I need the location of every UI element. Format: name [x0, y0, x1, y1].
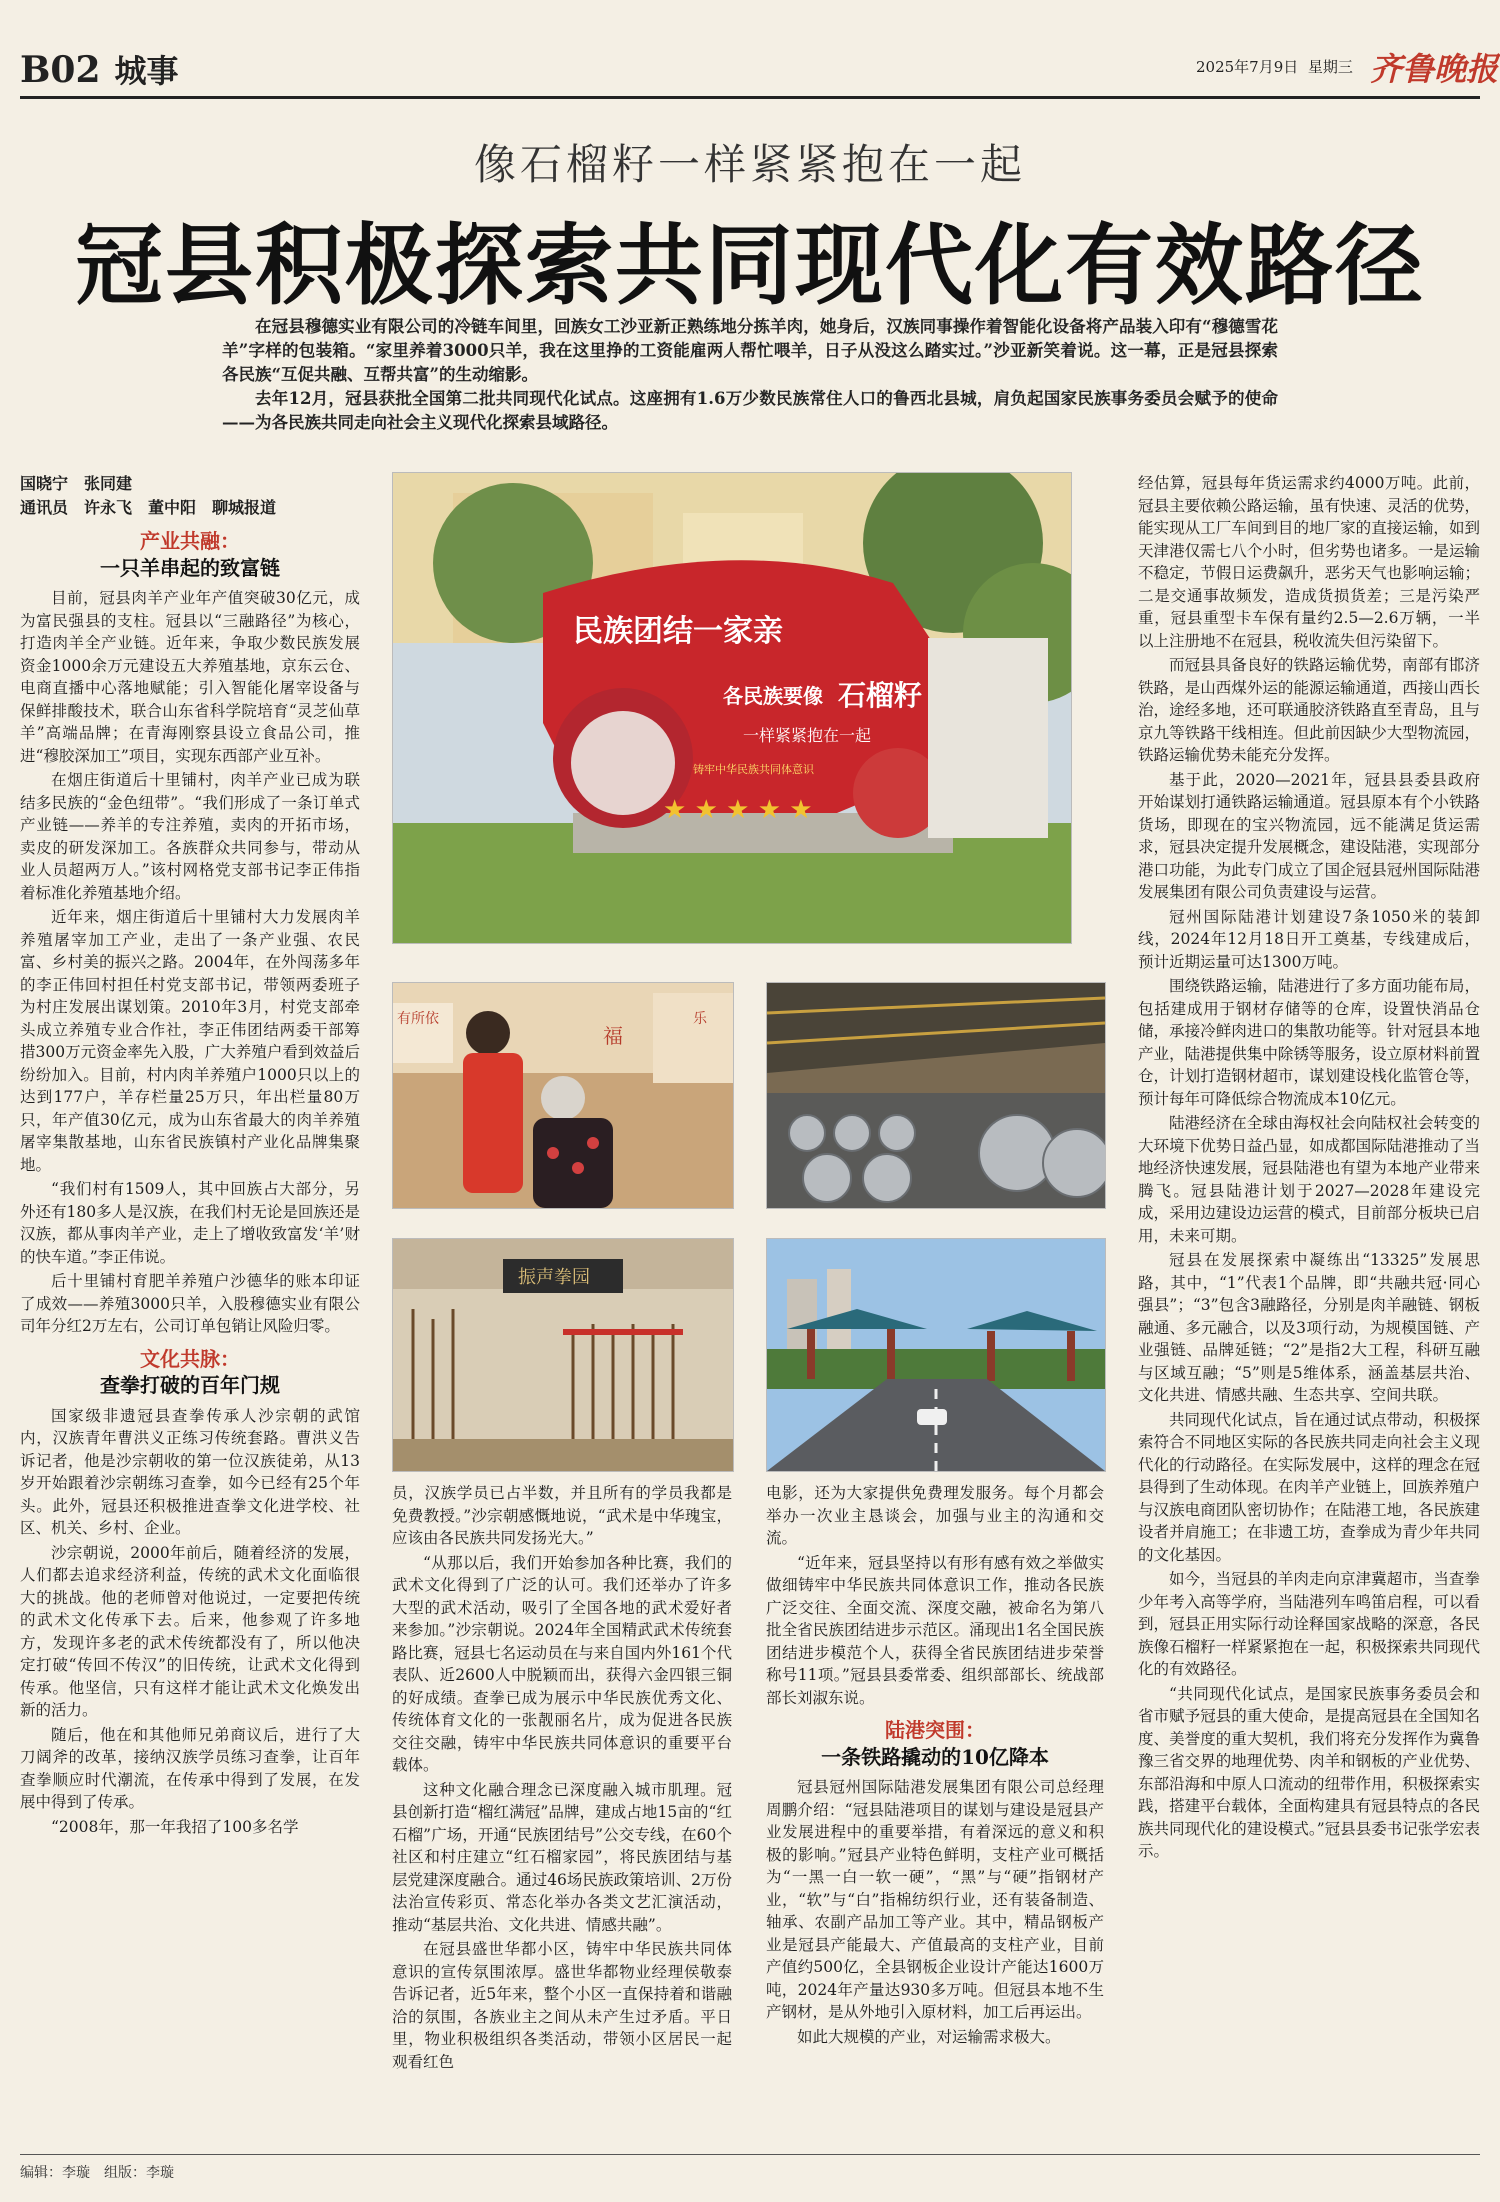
footer-editor-credit: 编辑：李璇 组版：李璇 [20, 2165, 174, 2181]
article-title: 冠县积极探索共同现代化有效路径 [74, 213, 1425, 317]
date-text: 2025年7月9日 [1196, 58, 1299, 76]
weekday-text: 星期三 [1307, 58, 1353, 76]
photo-steel-warehouse [766, 982, 1106, 1209]
body-paragraph: 员，汉族学员已占半数，并且所有的学员我都是免费教授。”沙宗朝感慨地说，“武术是中华瑰宝，应该由各民族共同发扬光大。” [392, 1484, 732, 1547]
body-paragraph: 在冠县盛世华都小区，铸牢中华民族共同体意识的宣传氛围浓厚。盛世华都物业经理侯敬泰告诉记者，近5年来，整个小区一直保持着和谐融洽的氛围，各族业主之间从未产生过矛盾。平日里，物业积极组织各类活动，带领小区居民一起观看红色 [392, 1940, 732, 2071]
sign-slogan-line3: 一样紧紧抱在一起 [743, 726, 872, 745]
byline [20, 472, 360, 520]
wall-text-right: 乐 [693, 1011, 707, 1027]
body-paragraph: 如今，当冠县的羊肉走向京津冀超市，当查拳少年考入高等学府，当陆港列车鸣笛启程，可以看到，冠县正用实际行动诠释国家战略的深意，各民族像石榴籽一样紧紧抱在一起，积极探索共同现代化的有效路径。 [1138, 1570, 1480, 1678]
sign-slogan-line2: 各民族要像 [723, 684, 823, 708]
body-paragraph: “共同现代化试点，是国家民族事务委员会和省市赋予冠县的重大使命，是提高冠县在全国知名度、美誉度的重大契机，我们将充分发挥作为冀鲁豫三省交界的地理优势、肉羊和钢板的产业优势、东部沿海和中原人口流动的纽带作用，积极探索实践，搭建平台载体，全面构建具有冠县特点的各民族共同现代化的建设模式。”冠县县委书记张学宏表示。 [1138, 1684, 1480, 1860]
sign-stars: ★ ★ ★ ★ ★ [663, 795, 813, 825]
photo-hall-illustration [393, 1239, 733, 1471]
body-paragraph: 冠县冠州国际陆港发展集团有限公司总经理周鹏介绍：“冠县陆港项目的谋划与建设是冠县产业发展进程中的重要举措，有着深远的意义和积极的影响。”冠县产业特色鲜明，支柱产业可概括为“一黑一白一软一硬”，“黑”与“硬”指钢材产业，“软”与“白”指棉纺织行业，还有装备制造、轴承、农副产品加工等产业。其中，精品钢板产业是冠县产能最大、产值最高的支柱产业，目前产值约500亿，全县钢板企业设计产能达1600万吨，2024年产量达930多万吨。但冠县本地不生产钢材，是从外地引入原材料，加工后再运出。 [766, 1778, 1104, 2021]
photo-volunteer-elderly [392, 982, 734, 1209]
section-subheading-industry: 一只羊串起的致富链 [100, 555, 280, 580]
article-subtitle: 像石榴籽一样紧紧抱在一起 [473, 140, 1026, 189]
body-paragraph: 国家级非遗冠县查拳传承人沙宗朝的武馆内，汉族青年曹洪义正练习传统套路。曹洪义告诉记者，他是沙宗朝收的第一位汉族徒弟，从13岁开始跟着沙宗朝练习查拳，如今已经有25个年头。此外，冠县还积极推进查拳文化进学校、社区、机关、乡村、企业。 [20, 1406, 360, 1537]
body-paragraph: 基于此，2020—2021年，冠县县委县政府开始谋划打通铁路运输通道。冠县原本有个小铁路货场，即现在的宝兴物流园，远不能满足货运需求，冠县决定提升发展概念，建设陆港，实现部分港口功能，为此专门成立了国企冠县冠州国际陆港发展集团有限公司负责建设与运营。 [1138, 770, 1480, 901]
hall-plaque-text: 振声拳园 [518, 1267, 590, 1288]
column-1 [20, 472, 360, 1840]
intro-paragraph: 在冠县穆德实业有限公司的冷链车间里，回族女工沙亚新正熟练地分拣羊肉，她身后，汉族同事操作着智能化设备将产品装入印有“穆德雪花羊”字样的包装箱。“家里养着3000只羊，我在这里挣的工资能雇两人帮忙喂羊，日子从没这么踏实过。”沙亚新笑着说。这一幕，正是冠县探索各民族“互促共融、互帮共富”的生动缩影。 [222, 317, 1278, 384]
body-paragraph: “近年来，冠县坚持以有形有感有效之举做实做细铸牢中华民族共同体意识工作，推动各民族广泛交往、全面交流、深度交融，被命名为第八批全省民族团结进步示范区。涌现出1名全国民族团结进步模范个人，获得全省民族团结进步荣誉称号11项。”冠县县委常委、组织部部长、统战部部长刘淑东说。 [766, 1553, 1104, 1707]
body-paragraph: 这种文化融合理念已深度融入城市肌理。冠县创新打造“榴红满冠”品牌，建成占地15亩的“红石榴”广场，开通“民族团结号”公交专线，在60个社区和村庄建立“红石榴家园”，将民族团结与基层党建深度融合。通过46场民族政策培训、2万份法治宣传彩页、常态化举办各类文艺汇演活动，推动“基层共治、文化共进、情感共融”。 [392, 1780, 732, 1934]
sign-slogan-strip: 铸牢中华民族共同体意识 [693, 763, 814, 776]
wall-text-mid: 福 [603, 1024, 623, 1048]
body-paragraph: 近年来，烟庄街道后十里铺村大力发展肉羊养殖屠宰加工产业，走出了一条产业强、农民富、乡村美的振兴之路。2004年，在外闯荡多年的李正伟回村担任村党支部书记，带领两委班子为村庄发展出谋划策。2010年3月，村党支部牵头成立养殖专业合作社，李正伟团结两委干部筹措300万元资金率先入股，广大养殖户看到效益后纷纷加入。目前，村内肉羊养殖户1000只以上的达到177户，羊存栏量25万只，年出栏量80万只，年产值30亿元，成为山东省最大的肉羊养殖屠宰集散基地，山东省民族镇村产业化品牌集聚地。 [20, 908, 360, 1174]
body-paragraph: 陆港经济在全球由海权社会向陆权社会转变的大环境下优势日益凸显，如成都国际陆港推动了当地经济快速发展，冠县陆港也有望为本地产业带来腾飞。冠县陆港计划于2027—2028年建设完成，采用边建设边运营的模式，目前部分板块已启用，未来可期。 [1138, 1114, 1480, 1245]
body-paragraph: 共同现代化试点，旨在通过试点带动，积极探索符合不同地区实际的各民族共同走向社会主义现代化的行动路径。在实际发展中，这样的理念在冠县得到了生动体现。在肉羊产业链上，回族养殖户与汉族电商团队密切协作；在陆港工地，各民族建设者并肩施工；在非遗工坊，查拳成为青少年共同的文化基因。 [1138, 1410, 1480, 1564]
paper-logo: 齐鲁晚报 [1370, 50, 1499, 88]
photo-pomegranate-sign-illustration [393, 473, 1071, 943]
body-paragraph: 随后，他在和其他师兄弟商议后，进行了大刀阔斧的改革，接纳汉族学员练习查拳，让百年查拳顺应时代潮流，在传承中得到了发展，在发展中得到了传承。 [20, 1725, 360, 1811]
issue-date [1196, 56, 1353, 77]
body-paragraph: 目前，冠县肉羊产业年产值突破30亿元，成为富民强县的支柱。冠县以“三融路径”为核心，打造肉羊全产业链。近年来，争取少数民族发展资金1000余万元建设五大养殖基地，京东云仓、电商直播中心落地赋能；引入智能化屠宰设备与保鲜排酸技术，联合山东省科学院培育“灵芝仙草羊”高端品牌；在青海刚察县设立食品公司，推进“穆胶深加工”项目，实现东西部产业互补。 [20, 589, 360, 765]
column-4 [1138, 472, 1480, 1865]
photo-road-illustration [767, 1239, 1105, 1471]
intro-paragraph: 去年12月，冠县获批全国第二批共同现代化试点。这座拥有1.6万少数民族常住人口的鲁西北县城，肩负起国家民族事务委员会赋予的使命——为各民族共同走向社会主义现代化探索县域路径。 [222, 389, 1278, 432]
header-rule [20, 96, 1480, 99]
column-3 [766, 1482, 1104, 2050]
body-paragraph: 在烟庄街道后十里铺村，肉羊产业已成为联结多民族的“金色纽带”。“我们形成了一条订单式产业链——养羊的专注养殖，卖肉的开拓市场，卖皮的研发深加工。各族群众共同参与，带动从业人员超两万人。”该村网格党支部书记李正伟指着标准化养殖基地介绍。 [20, 771, 360, 902]
body-paragraph: 后十里铺村育肥羊养殖户沙德华的账本印证了成效——养殖3000只羊，入股穆德实业有限公司年分红2万左右，公司订单包销让风险归零。 [20, 1272, 360, 1335]
body-paragraph: 而冠县具备良好的铁路运输优势，南部有邯济铁路，是山西煤外运的能源运输通道，西接山西长治，途经多地，还可联通胶济铁路直至青岛，且与京九等铁路干线相连。但此前因缺少大型物流园，铁路运输优势未能充分发挥。 [1138, 656, 1480, 764]
body-paragraph: 冠县在发展探索中凝练出“13325”发展思路，其中，“1”代表1个品牌，即“共融共冠·同心强县”；“3”包含3融路径，分别是肉羊融链、钢板融通、多元融合，以及3项行动，为规模国链、产业强链、品牌延链；“2”是指2大工程，科研互融与区域互融；“5”则是5维体系，涵盖基层共治、文化共进、情感共融、生态共享、空间共联。 [1138, 1251, 1480, 1404]
body-paragraph: 沙宗朝说，2000年前后，随着经济的发展，人们都去追求经济利益，传统的武术文化面临很大的挑战。他的老师曾对他说过，一定要把传统的武术文化传承下去。后来，他参观了许多地方，发现许多老的武术传统都没有了，所以他决定打破“传回不传汉”的旧传统，让武术文化得到传承。他坚信，只有这样才能让武术文化焕发出新的活力。 [20, 1543, 360, 1719]
photo-road-pavilion [766, 1238, 1106, 1472]
sign-slogan-main: 民族团结一家亲 [573, 614, 783, 649]
page-number: B02 [20, 49, 101, 91]
photo-martial-arts-hall [392, 1238, 734, 1472]
column-2 [392, 1482, 732, 2075]
section-heading-port: 陆港突围： [885, 1718, 985, 1742]
byline-reporters: 国晓宁 张同建 [20, 474, 133, 493]
body-paragraph: “我们村有1509人，其中回族占大部分，另外还有180多人是汉族，在我们村无论是回族还是汉族，都从事肉羊产业，走上了增收致富发‘羊’财的快车道。”李正伟说。 [20, 1180, 360, 1266]
body-paragraph: 围绕铁路运输，陆港进行了多方面功能布局，包括建成用于钢材存储等的仓库，设置快消品仓储，承接冷鲜肉进口的集散功能等。针对冠县本地产业，陆港提供集中除锈等服务，设立原材料前置仓，计划打造钢材超市，谋划建设栈化监管仓等，预计每年可降低综合物流成本10亿元。 [1138, 977, 1480, 1108]
body-paragraph: 如此大规模的产业，对运输需求极大。 [797, 2027, 1061, 2046]
body-paragraph: 电影，还为大家提供免费理发服务。每个月都会举办一次业主恳谈会，加强与业主的沟通和交流。 [766, 1484, 1104, 1547]
wall-text-left: 有所依 [397, 1011, 439, 1027]
page-section-label [20, 46, 179, 92]
footer-rule [20, 2154, 1480, 2155]
section-subheading-culture: 查拳打破的百年门规 [100, 1373, 280, 1397]
photo-pomegranate-sign [392, 472, 1072, 944]
photo-volunteer-illustration [393, 983, 733, 1208]
body-paragraph: 冠州国际陆港计划建设7条1050米的装卸线，2024年12月18日开工奠基，专线建成后，预计近期运量可达1300万吨。 [1138, 907, 1480, 971]
section-heading-culture: 文化共脉： [140, 1346, 240, 1371]
section-heading-industry: 产业共融： [140, 529, 240, 553]
sign-slogan-pomegranate: 石榴籽 [838, 679, 923, 712]
photo-warehouse-illustration [767, 983, 1105, 1208]
byline-correspondents: 通讯员 许永飞 董中阳 聊城报道 [20, 498, 277, 517]
body-paragraph: “2008年，那一年我招了100多名学 [51, 1817, 299, 1836]
article-intro [222, 315, 1278, 435]
section-subheading-port: 一条铁路撬动的10亿降本 [821, 1744, 1049, 1769]
body-paragraph: “从那以后，我们开始参加各种比赛，我们的武术文化得到了广泛的认可。我们还举办了许多大型的武术活动，吸引了全国各地的武术爱好者来参加。”沙宗朝说。2024年全国精武武术传统套路比赛，冠县七名运动员在与来自国内外161个代表队、近2600人中脱颖而出，获得六金四银三铜的好成绩。查拳已成为展示中华民族优秀文化、传统体育文化的一张靓丽名片，成为促进各民族交往交融，铸牢中华民族共同体意识的重要平台载体。 [392, 1553, 732, 1774]
body-paragraph: 经估算，冠县每年货运需求约4000万吨。此前，冠县主要依赖公路运输，虽有快速、灵活的优势，能实现从工厂车间到目的地厂家的直接运输，如到天津港仅需七八个小时，但劣势也诸多。一是运输不稳定，节假日运费飙升，恶劣天气也影响运输；二是交通事故频发，造成货损货差；三是污染严重，冠县重型卡车保有量约2.5—2.6万辆，一半以上注册地不在冠县，税收流失但污染留下。 [1138, 474, 1480, 650]
section-name: 城事 [114, 52, 179, 90]
